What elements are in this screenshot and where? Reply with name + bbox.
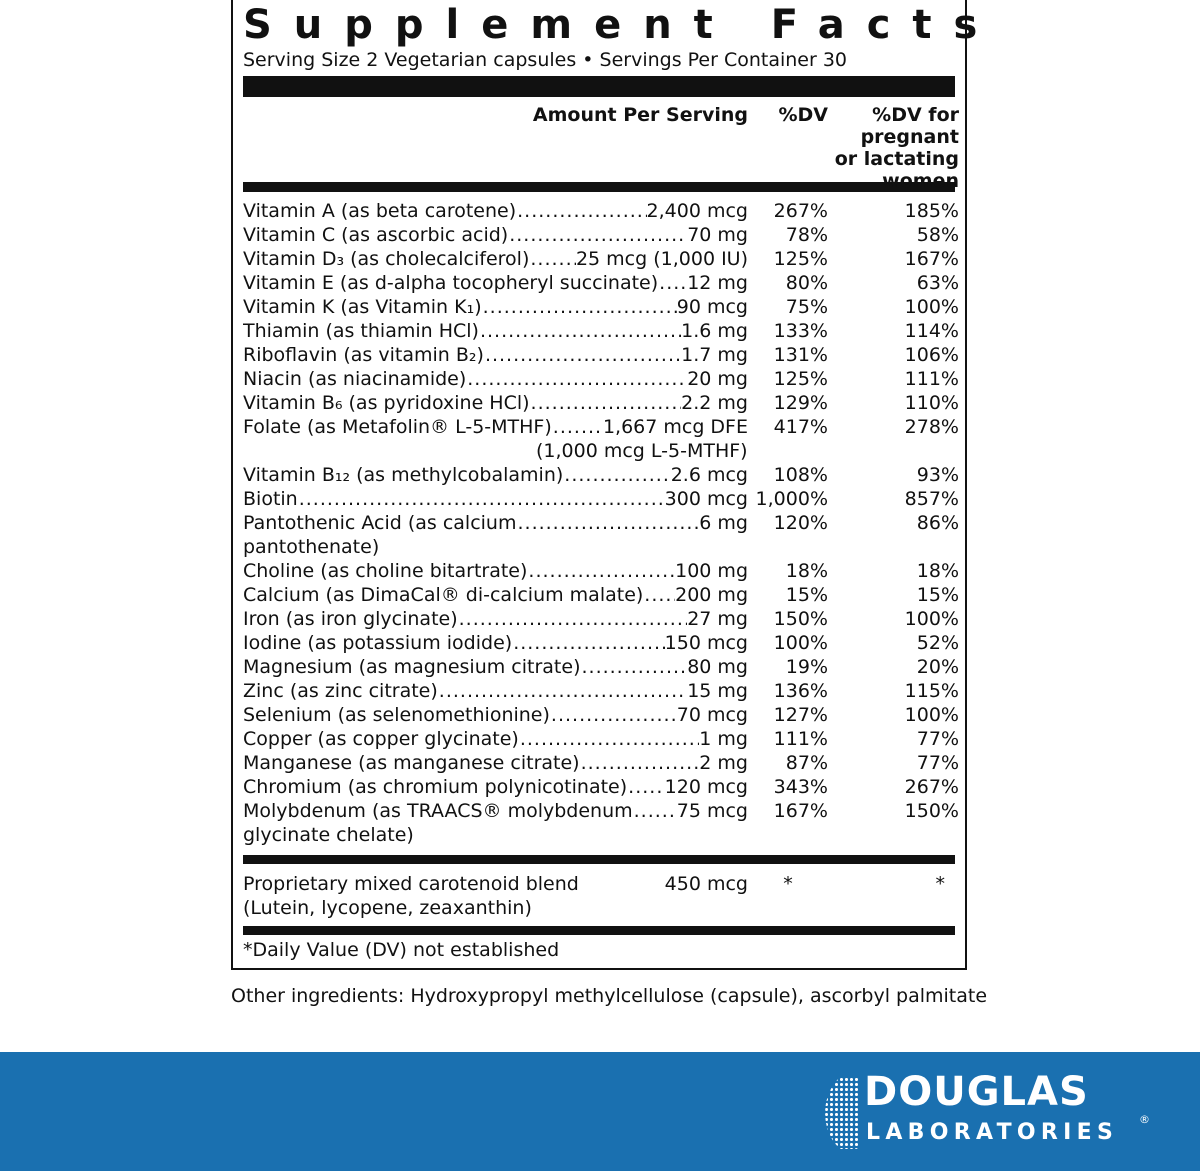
dot-leader [530,391,682,415]
nutrient-preg-dv: 63% [916,272,959,294]
nutrient-dv: 19% [785,656,828,678]
nutrient-name: Iodine (as potassium iodide) [243,632,513,654]
nutrient-amount: 27 mg [687,608,748,630]
nutrient-name: Chromium (as chromium polynicotinate) [243,776,628,798]
brand-name-line2: LABORATORIES [866,1120,1119,1145]
nutrient-name-cell [243,631,748,655]
nutrient-preg-dv: 52% [916,632,959,654]
nutrient-row [243,487,959,511]
nutrient-preg-dv: 114% [904,320,959,342]
amount-per-serving-header: Amount Per Serving [532,104,748,126]
nutrient-name: Niacin (as niacinamide) [243,368,467,390]
nutrient-preg-dv: 20% [916,656,959,678]
dot-leader [643,583,675,607]
dot-leader [527,559,675,583]
nutrient-name: Choline (as choline bitartrate) [243,560,528,582]
nutrient-name: Zinc (as zinc citrate) [243,680,438,702]
nutrient-name: Manganese (as manganese citrate) [243,752,580,774]
nutrient-name: Iron (as iron glycinate) [243,608,458,630]
nutrient-preg-dv: 15% [916,584,959,606]
nutrient-name: Pantothenic Acid (as calcium [243,512,517,534]
nutrient-amount: 100 mg [675,560,748,582]
nutrient-row [243,319,959,343]
blend-name: Proprietary mixed carotenoid blend [243,873,579,895]
nutrient-row [243,271,959,295]
nutrient-dv: 15% [785,584,828,606]
nutrient-dv: 125% [773,248,828,270]
nutrient-amount: 2.6 mcg [670,464,748,486]
nutrient-preg-dv: 58% [916,224,959,246]
dot-leader [512,631,664,655]
dot-leader [633,799,677,823]
nutrient-name-cell [243,367,748,391]
dot-leader [438,679,687,703]
dot-leader [658,271,687,295]
dot-leader [458,607,688,631]
nutrient-preg-dv: 106% [904,344,959,366]
nutrient-name: Molybdenum (as TRAACS® molybdenum [243,800,633,822]
nutrient-name-cell [243,775,748,799]
nutrient-amount: 70 mcg [676,704,748,726]
nutrient-amount: 75 mcg [676,800,748,822]
nutrient-name-cell [243,607,748,631]
nutrient-amount: 1,667 mcg DFE [602,416,748,438]
nutrient-name: Vitamin B₁₂ (as methylcobalamin) [243,464,564,486]
nutrient-row [243,367,959,391]
nutrient-dv: 75% [785,296,828,318]
nutrient-dv: 343% [773,776,828,798]
nutrient-name: Vitamin A (as beta carotene) [243,200,517,222]
serving-info: Serving Size 2 Vegetarian capsules • Servings Per Container 30 [243,49,848,71]
nutrient-row-continuation [243,535,955,559]
nutrient-dv: 167% [773,800,828,822]
blend-name-cell [243,872,748,920]
nutrient-dv: 131% [773,344,828,366]
nutrient-dv: 108% [773,464,828,486]
nutrient-name-cell [243,391,748,415]
nutrient-amount: 70 mg [687,224,748,246]
daily-value-footnote: *Daily Value (DV) not established [243,939,560,961]
nutrient-name-cell [243,247,748,271]
nutrient-name: Calcium (as DimaCal® di-calcium malate) [243,584,644,606]
nutrient-dv: 18% [785,560,828,582]
nutrient-row [243,751,959,775]
dot-leader [529,247,576,271]
dot-leader [466,367,687,391]
nutrient-amount: 90 mcg [676,296,748,318]
supplement-facts-title: Supplement Facts [243,2,1000,48]
nutrient-row [243,583,959,607]
nutrient-row [243,295,959,319]
nutrient-name-cell [243,703,748,727]
nutrient-name: Vitamin B₆ (as pyridoxine HCl) [243,392,530,414]
other-ingredients: Other ingredients: Hydroxypropyl methylcellulose (capsule), ascorbyl palmitate [231,985,988,1007]
nutrient-dv: 150% [773,608,828,630]
nutrient-dv: 136% [773,680,828,702]
nutrient-name-cell [243,343,748,367]
nutrient-row [243,247,959,271]
nutrient-dv: 111% [773,728,828,750]
divider-thick [243,76,955,97]
nutrient-preg-dv: 278% [904,416,959,438]
nutrient-preg-dv: 18% [916,560,959,582]
dv-pregnant-header-line: pregnant [860,126,959,148]
brand-name-line1: DOUGLAS [864,1069,1089,1115]
nutrient-amount: 1 mg [699,728,748,750]
nutrient-row [243,655,959,679]
nutrient-name-cell [243,511,748,535]
nutrient-amount: 15 mg [687,680,748,702]
nutrient-preg-dv: 93% [916,464,959,486]
dot-leader [516,199,646,223]
nutrient-row [243,559,959,583]
nutrient-amount: 12 mg [687,272,748,294]
nutrient-preg-dv: 86% [916,512,959,534]
dot-leader [508,223,687,247]
nutrient-rows [243,192,959,847]
registered-mark: ® [1139,1113,1150,1126]
nutrient-amount: 200 mg [675,584,748,606]
brand-footer [0,1052,1200,1171]
dot-grid-logo-icon [794,1077,860,1149]
nutrient-name-continuation: glycinate chelate) [243,824,414,846]
nutrient-dv: 125% [773,368,828,390]
nutrient-name-cell [243,199,748,223]
nutrient-dv: 133% [773,320,828,342]
nutrient-row [243,679,959,703]
dot-leader [580,655,687,679]
divider-small [243,926,955,935]
nutrient-name-cell [243,751,748,775]
nutrient-name-cell [243,559,748,583]
nutrient-name: Selenium (as selenomethionine) [243,704,550,726]
nutrient-dv: 129% [773,392,828,414]
nutrient-amount: 120 mcg [664,776,748,798]
nutrient-row [243,607,959,631]
nutrient-name-cell [243,799,748,823]
nutrient-preg-dv: 111% [904,368,959,390]
nutrient-dv: 267% [773,200,828,222]
nutrient-amount: 80 mg [687,656,748,678]
dot-leader [580,751,700,775]
nutrient-preg-dv: 77% [916,728,959,750]
nutrient-name: Biotin [243,488,298,510]
blend-ingredients: (Lutein, lycopene, zeaxanthin) [243,897,532,919]
nutrient-amount: 300 mcg [664,488,748,510]
supplement-facts-panel [231,0,1000,970]
nutrient-preg-dv: 115% [904,680,959,702]
nutrient-row [243,511,959,535]
nutrient-row [243,631,959,655]
nutrient-dv: 100% [773,632,828,654]
nutrient-dv: 87% [785,752,828,774]
nutrient-row [243,463,959,487]
dv-pregnant-header [828,104,959,192]
nutrient-name: Copper (as copper glycinate) [243,728,519,750]
nutrient-dv: 78% [785,224,828,246]
nutrient-row [243,775,959,799]
nutrient-amount: 1.7 mg [681,344,748,366]
nutrient-name: Vitamin E (as d-alpha tocopheryl succinate) [243,272,659,294]
nutrient-preg-dv: 167% [904,248,959,270]
nutrient-row [243,727,959,751]
nutrient-preg-dv: 100% [904,296,959,318]
dv-header: %DV [778,104,828,126]
nutrient-row [243,703,959,727]
nutrient-name-cell [243,487,748,511]
divider-small [243,855,955,864]
nutrient-row-continuation [243,439,955,463]
nutrient-name: Folate (as Metafolin® L-5-MTHF) [243,416,552,438]
dv-pregnant-header-line: women [882,170,959,192]
nutrient-preg-dv: 150% [904,800,959,822]
nutrient-row [243,199,959,223]
nutrient-row-continuation [243,823,955,847]
dv-pregnant-header-line: or lactating [834,148,959,170]
nutrient-preg-dv: 77% [916,752,959,774]
blend-amount: 450 mcg [664,873,748,895]
blend-dv: * [783,873,793,895]
dot-leader [298,487,665,511]
dot-leader [482,295,677,319]
nutrient-dv: 127% [773,704,828,726]
dot-leader [479,319,681,343]
nutrient-dv: 1,000% [755,488,828,510]
nutrient-amount: 150 mcg [664,632,748,654]
nutrient-name-cell [243,583,748,607]
nutrient-name-cell [243,655,748,679]
dot-leader [484,343,681,367]
nutrient-row [243,391,959,415]
nutrient-preg-dv: 857% [904,488,959,510]
nutrient-preg-dv: 100% [904,608,959,630]
nutrient-name-continuation: (1,000 mcg L-5-MTHF) [536,440,748,462]
nutrient-preg-dv: 185% [904,200,959,222]
nutrient-dv: 120% [773,512,828,534]
dot-leader [516,511,699,535]
dot-leader [563,463,670,487]
blend-preg-dv: * [935,873,945,895]
nutrient-name: Vitamin K (as Vitamin K₁) [243,296,482,318]
dot-leader [627,775,665,799]
nutrient-preg-dv: 100% [904,704,959,726]
nutrient-name-cell [243,295,748,319]
nutrient-row [243,223,959,247]
nutrient-name: Riboflavin (as vitamin B₂) [243,344,484,366]
nutrient-name-cell [243,415,748,439]
nutrient-name: Vitamin C (as ascorbic acid) [243,224,509,246]
nutrient-row [243,799,959,823]
nutrient-amount: 25 mcg (1,000 IU) [575,248,748,270]
nutrient-dv: 80% [785,272,828,294]
dot-leader [552,415,603,439]
nutrient-preg-dv: 267% [904,776,959,798]
nutrient-name: Vitamin D₃ (as cholecalciferol) [243,248,530,270]
nutrient-amount: 2,400 mcg [646,200,748,222]
nutrient-name-cell [243,679,748,703]
carotenoid-blend-row [243,864,955,926]
column-header [243,97,959,192]
nutrient-dv: 417% [773,416,828,438]
nutrient-name: Thiamin (as thiamin HCl) [243,320,479,342]
douglas-laboratories-logo [794,1069,1154,1154]
nutrient-amount: 2.2 mg [681,392,748,414]
nutrient-name-cell [243,271,748,295]
nutrient-name-cell [243,463,748,487]
dv-pregnant-header-line: %DV for [872,104,959,126]
dot-leader [519,727,699,751]
nutrient-row [243,415,959,439]
nutrient-preg-dv: 110% [904,392,959,414]
nutrient-name-continuation: pantothenate) [243,536,380,558]
dot-leader [550,703,677,727]
nutrient-name-cell [243,319,748,343]
nutrient-row [243,343,959,367]
nutrient-name: Magnesium (as magnesium citrate) [243,656,581,678]
nutrient-amount: 20 mg [687,368,748,390]
nutrient-amount: 1.6 mg [681,320,748,342]
nutrient-name-cell [243,223,748,247]
nutrient-name-cell [243,727,748,751]
nutrient-amount: 2 mg [699,752,748,774]
nutrient-amount: 6 mg [699,512,748,534]
